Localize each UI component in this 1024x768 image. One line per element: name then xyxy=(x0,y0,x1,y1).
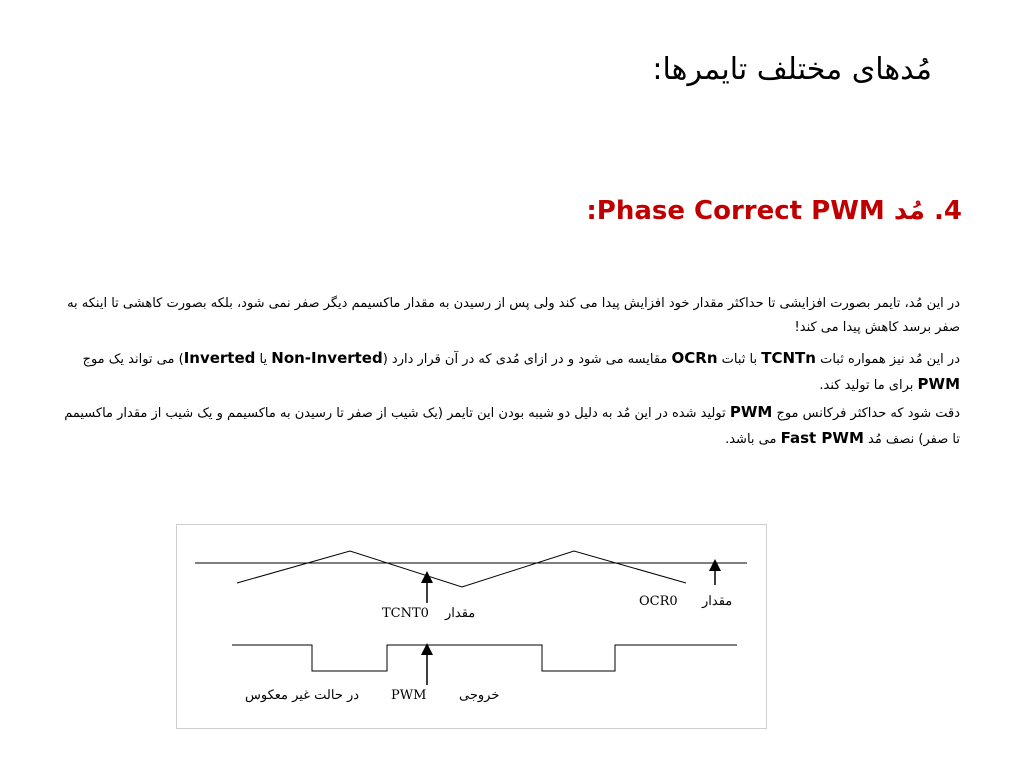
p2-pwm: PWM xyxy=(917,375,960,393)
p2-noninverted: Non-Inverted xyxy=(271,349,383,367)
p3-pwm: PWM xyxy=(729,403,773,421)
tcnt-triangle-wave xyxy=(237,551,686,587)
p2-tcnt: TCNTn xyxy=(761,349,816,367)
p2-ocr: OCRn xyxy=(671,349,718,367)
pwm-waveform-figure xyxy=(176,524,767,729)
pwm-label: PWM xyxy=(391,688,427,703)
waveform-svg xyxy=(177,525,766,728)
ocr-word: مقدار xyxy=(702,594,733,609)
section-number: 4. xyxy=(934,196,962,226)
ocr-label: OCR0 xyxy=(639,594,678,609)
p3-text-b: تولید شده در این مُد به دلیل دو شیبه بودن این تایمر (یک شیب از صفر تا رسیدن به ماکسیمم و یک شیب از مقدار ماکسیمم تا صفر) نصف مُد xyxy=(64,406,960,447)
section-mode-name: Phase Correct PWM xyxy=(596,196,885,226)
p2-text-e: ) می تواند یک موج xyxy=(82,352,184,367)
tcnt-word: مقدار xyxy=(445,606,476,621)
section-colon: : xyxy=(586,196,597,226)
pwm-state-word: در حالت غیر معکوس xyxy=(245,688,360,703)
paragraph-3 xyxy=(60,400,960,452)
p2-text-c: مقایسه می شود و در ازای مُدی که در آن قرار دارد ( xyxy=(382,352,668,367)
p2-text-b: با ثبات xyxy=(721,352,758,367)
pwm-square-wave xyxy=(232,645,737,671)
p2-text-f: برای ما تولید کند. xyxy=(819,378,914,393)
p2-inverted: Inverted xyxy=(183,349,256,367)
paragraph-1: در این مُد، تایمر بصورت افزایشی تا حداکثر مقدار خود افزایش پیدا می کند ولی پس از رسیدن به مقدار ماکسیمم دیگر صفر نمی شود، بلکه بصورت کاهشی تا اینکه به صفر برسد کاهش پیدا می کند! xyxy=(67,296,960,335)
section-heading xyxy=(586,196,962,226)
paragraph-2 xyxy=(60,346,960,398)
p2-text-d: یا xyxy=(259,352,268,367)
page-title: مُدهای مختلف تایمرها: xyxy=(652,52,932,87)
p3-text-c: می باشد. xyxy=(725,432,777,447)
p2-text-a: در این مُد نیز همواره ثبات xyxy=(820,352,960,367)
tcnt-label: TCNT0 xyxy=(382,606,429,621)
p3-fast-pwm: Fast PWM xyxy=(780,429,864,447)
pwm-out-word: خروجی xyxy=(459,688,500,703)
section-mode-word: مُد xyxy=(893,196,925,226)
p3-text-a: دقت شود که حداکثر فرکانس موج xyxy=(776,406,960,421)
